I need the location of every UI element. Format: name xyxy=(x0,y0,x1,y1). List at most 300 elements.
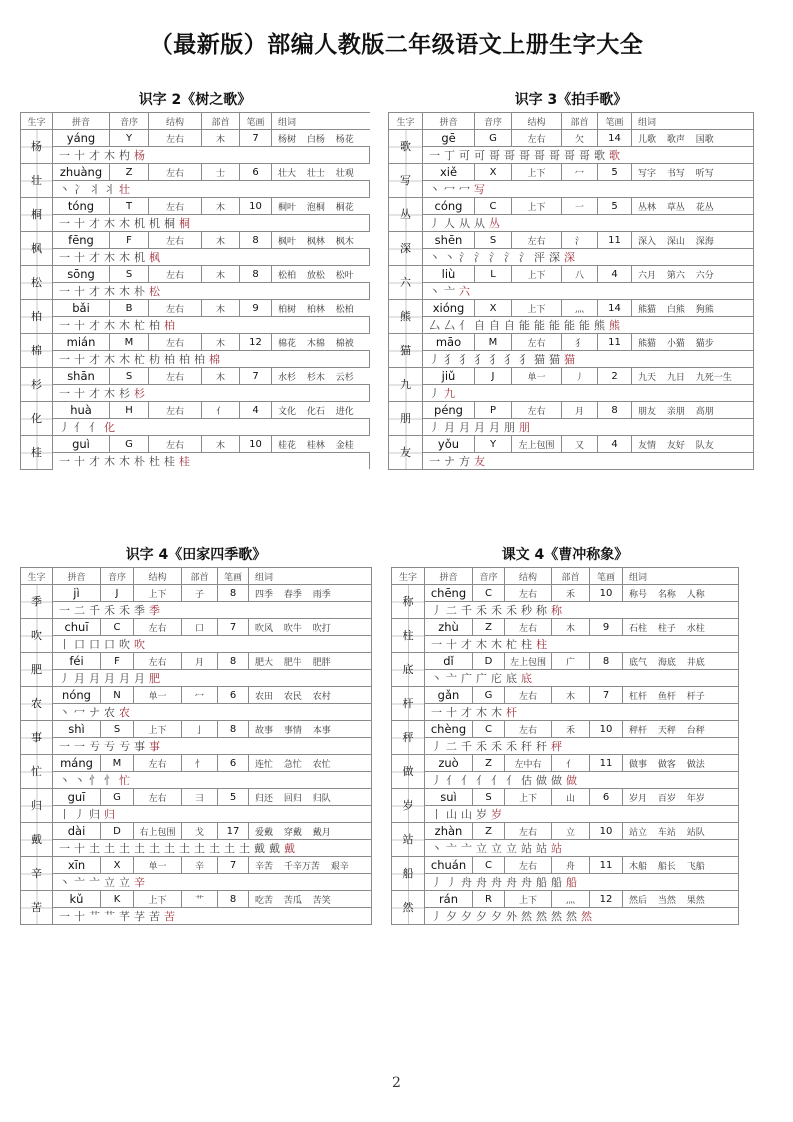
radical-cell: 丿 xyxy=(562,368,598,385)
character-cell: 站 xyxy=(392,823,425,857)
character-cell: 称 xyxy=(392,585,425,619)
words-cell: 柏树 柏林 松柏 xyxy=(272,300,370,317)
pinyin-cell: fēng xyxy=(53,232,110,249)
header-structure: 结构 xyxy=(134,568,182,585)
pinyin-cell: chuī xyxy=(53,619,101,636)
stroke-order-cell xyxy=(423,181,754,198)
stroke-order-row xyxy=(21,874,372,891)
table-row xyxy=(21,687,372,704)
table-body xyxy=(392,585,739,925)
header-structure: 结构 xyxy=(512,113,562,130)
page-title: （最新版）部编人教版二年级语文上册生字大全 xyxy=(149,32,644,58)
stroke-order-cell xyxy=(423,453,754,470)
radical-cell: 木 xyxy=(202,334,240,351)
radical-cell: 艹 xyxy=(182,891,218,908)
header-strokes: 笔画 xyxy=(218,568,249,585)
stroke-order-cell xyxy=(53,283,370,300)
words-cell: 石柱 柱子 水柱 xyxy=(623,619,739,636)
order-cell: Z xyxy=(473,755,505,772)
radical-cell: 木 xyxy=(202,300,240,317)
radical-cell: 木 xyxy=(202,198,240,215)
header-words: 组词 xyxy=(249,568,372,585)
stroke-sequence: 一十才木木朴松 xyxy=(59,285,164,298)
table-row xyxy=(392,755,739,772)
structure-cell: 左右 xyxy=(149,334,202,351)
structure-cell: 左中右 xyxy=(505,755,552,772)
structure-cell: 左右 xyxy=(134,789,182,806)
words-cell: 底气 海底 井底 xyxy=(623,653,739,670)
stroke-order-row xyxy=(389,385,754,402)
structure-cell: 左右 xyxy=(134,619,182,636)
strokes-cell: 7 xyxy=(590,687,623,704)
header-structure: 结构 xyxy=(505,568,552,585)
strokes-cell: 11 xyxy=(598,334,632,351)
structure-cell: 左右 xyxy=(149,266,202,283)
character-cell: 杆 xyxy=(392,687,425,721)
table-row xyxy=(21,755,372,772)
stroke-order-cell xyxy=(423,351,754,368)
stroke-order-cell xyxy=(53,908,372,925)
structure-cell: 上下 xyxy=(134,585,182,602)
character-cell: 然 xyxy=(392,891,425,925)
header-radical: 部首 xyxy=(552,568,590,585)
pinyin-cell: mián xyxy=(53,334,110,351)
header-pinyin: 拼音 xyxy=(425,568,473,585)
pinyin-cell: féi xyxy=(53,653,101,670)
strokes-cell: 12 xyxy=(240,334,272,351)
order-cell: N xyxy=(101,687,134,704)
order-cell: S xyxy=(110,266,149,283)
strokes-cell: 8 xyxy=(218,585,249,602)
order-cell: M xyxy=(101,755,134,772)
radical-cell: 月 xyxy=(182,653,218,670)
order-cell: F xyxy=(101,653,134,670)
strokes-cell: 6 xyxy=(240,164,272,181)
strokes-cell: 8 xyxy=(218,891,249,908)
character-cell: 肥 xyxy=(21,653,53,687)
pinyin-cell: máng xyxy=(53,755,101,772)
pinyin-cell: suì xyxy=(425,789,473,806)
table-row xyxy=(21,721,372,738)
stroke-sequence: 丶丶氵氵氵氵氵泙深深 xyxy=(429,251,579,264)
radical-cell: 口 xyxy=(182,619,218,636)
character-cell: 戴 xyxy=(21,823,53,857)
order-cell: C xyxy=(473,721,505,738)
order-cell: H xyxy=(110,402,149,419)
strokes-cell: 14 xyxy=(598,300,632,317)
stroke-order-cell xyxy=(53,147,370,164)
strokes-cell: 10 xyxy=(590,585,623,602)
radical-cell: 子 xyxy=(182,585,218,602)
stroke-order-row xyxy=(389,419,754,436)
stroke-sequence: 丶亠亠立立立站站站 xyxy=(431,842,566,855)
character-cell: 做 xyxy=(392,755,425,789)
table-row xyxy=(389,334,754,351)
stroke-order-row xyxy=(389,453,754,470)
strokes-cell: 7 xyxy=(240,368,272,385)
header-structure: 结构 xyxy=(149,113,202,130)
header-char: 生字 xyxy=(389,113,423,130)
pinyin-cell: sōng xyxy=(53,266,110,283)
structure-cell: 上下 xyxy=(512,266,562,283)
words-cell: 然后 当然 果然 xyxy=(623,891,739,908)
stroke-order-row xyxy=(392,806,739,823)
stroke-sequence: 一十才木木朴杜桂桂 xyxy=(59,455,194,468)
character-cell: 熊 xyxy=(389,300,423,334)
header-words: 组词 xyxy=(632,113,754,130)
table-row xyxy=(389,300,754,317)
strokes-cell: 4 xyxy=(598,266,632,283)
table-header xyxy=(21,113,370,130)
radical-cell: 木 xyxy=(202,368,240,385)
stroke-sequence: 一一亐亐亐事事 xyxy=(59,740,164,753)
character-table xyxy=(388,112,754,470)
structure-cell: 左右 xyxy=(149,130,202,147)
character-cell: 事 xyxy=(21,721,53,755)
strokes-cell: 6 xyxy=(218,687,249,704)
table-row xyxy=(392,789,739,806)
table-row xyxy=(21,368,370,385)
order-cell: J xyxy=(475,368,512,385)
strokes-cell: 9 xyxy=(590,619,623,636)
stroke-order-cell xyxy=(53,806,372,823)
character-cell: 柏 xyxy=(21,300,53,334)
table-row xyxy=(21,300,370,317)
stroke-order-row xyxy=(392,738,739,755)
character-cell: 辛 xyxy=(21,857,53,891)
pinyin-cell: jì xyxy=(53,585,101,602)
header-char: 生字 xyxy=(392,568,425,585)
stroke-sequence: 一十才木木杧柱柱 xyxy=(431,638,551,651)
strokes-cell: 8 xyxy=(218,653,249,670)
order-cell: G xyxy=(475,130,512,147)
strokes-cell: 8 xyxy=(218,721,249,738)
pinyin-cell: bǎi xyxy=(53,300,110,317)
stroke-order-row xyxy=(389,215,754,232)
character-cell: 船 xyxy=(392,857,425,891)
stroke-order-row xyxy=(389,283,754,300)
structure-cell: 上下 xyxy=(134,721,182,738)
pinyin-cell: gǎn xyxy=(425,687,473,704)
stroke-sequence: 丿亻亻化 xyxy=(59,421,119,434)
table-row xyxy=(21,823,372,840)
character-cell: 丛 xyxy=(389,198,423,232)
table-row xyxy=(389,130,754,147)
stroke-sequence: 丿亻亻亻亻亻估做做做 xyxy=(431,774,581,787)
strokes-cell: 7 xyxy=(218,857,249,874)
order-cell: P xyxy=(475,402,512,419)
structure-cell: 左上包围 xyxy=(505,653,552,670)
pinyin-cell: rán xyxy=(425,891,473,908)
stroke-sequence: 丶丶忄忄忙 xyxy=(59,774,134,787)
stroke-sequence: 丿九 xyxy=(429,387,459,400)
strokes-cell: 5 xyxy=(218,789,249,806)
table-row xyxy=(392,585,739,602)
words-cell: 文化 化石 进化 xyxy=(272,402,370,419)
character-cell: 苦 xyxy=(21,891,53,925)
table-row xyxy=(21,653,372,670)
stroke-order-cell xyxy=(423,215,754,232)
stroke-order-cell xyxy=(53,453,370,470)
words-cell: 吃苦 苦瓜 苦笑 xyxy=(249,891,372,908)
stroke-order-row xyxy=(389,147,754,164)
stroke-order-cell xyxy=(53,181,370,198)
character-cell: 猫 xyxy=(389,334,423,368)
pinyin-cell: huà xyxy=(53,402,110,419)
stroke-order-cell xyxy=(425,704,739,721)
order-cell: C xyxy=(101,619,134,636)
stroke-order-row xyxy=(21,602,372,619)
words-cell: 壮大 壮士 壮观 xyxy=(272,164,370,181)
stroke-sequence: 一十才木木机机桐桐 xyxy=(59,217,194,230)
pinyin-cell: zuò xyxy=(425,755,473,772)
order-cell: D xyxy=(101,823,134,840)
table-row xyxy=(21,789,372,806)
pinyin-cell: péng xyxy=(423,402,475,419)
stroke-order-row xyxy=(21,840,372,857)
section-title: 识字 3《拍手歌》 xyxy=(514,92,628,108)
radical-cell: 灬 xyxy=(552,891,590,908)
character-cell: 桂 xyxy=(21,436,53,470)
strokes-cell: 7 xyxy=(218,619,249,636)
pinyin-cell: shēn xyxy=(423,232,475,249)
character-cell: 桐 xyxy=(21,198,53,232)
table-body xyxy=(21,130,370,470)
table-row xyxy=(21,402,370,419)
stroke-order-cell xyxy=(423,283,754,300)
stroke-order-cell xyxy=(53,738,372,755)
stroke-order-row xyxy=(392,636,739,653)
stroke-order-cell xyxy=(53,704,372,721)
stroke-sequence: 丿月月月月月肥 xyxy=(59,672,164,685)
words-cell: 故事 事情 本事 xyxy=(249,721,372,738)
character-cell: 歌 xyxy=(389,130,423,164)
order-cell: S xyxy=(101,721,134,738)
table-row xyxy=(21,232,370,249)
words-cell: 九天 九日 九死一生 xyxy=(632,368,754,385)
words-cell: 木船 船长 飞船 xyxy=(623,857,739,874)
structure-cell: 左右 xyxy=(505,857,552,874)
stroke-order-cell xyxy=(425,738,739,755)
stroke-order-row xyxy=(392,908,739,925)
radical-cell: 禾 xyxy=(552,585,590,602)
table-row xyxy=(389,164,754,181)
pinyin-cell: xīn xyxy=(53,857,101,874)
character-cell: 松 xyxy=(21,266,53,300)
stroke-order-cell xyxy=(425,670,739,687)
character-cell: 六 xyxy=(389,266,423,300)
header-order: 音序 xyxy=(110,113,149,130)
pinyin-cell: jiǔ xyxy=(423,368,475,385)
order-cell: G xyxy=(473,687,505,704)
structure-cell: 左右 xyxy=(149,368,202,385)
character-table xyxy=(20,112,370,470)
table-row xyxy=(21,334,370,351)
character-cell: 枫 xyxy=(21,232,53,266)
words-cell: 水杉 杉木 云杉 xyxy=(272,368,370,385)
radical-cell: 木 xyxy=(552,619,590,636)
words-cell: 儿歌 歌声 国歌 xyxy=(632,130,754,147)
words-cell: 友情 友好 队友 xyxy=(632,436,754,453)
character-cell: 杉 xyxy=(21,368,53,402)
stroke-order-row xyxy=(21,317,370,334)
stroke-order-row xyxy=(21,283,370,300)
table-header xyxy=(21,568,372,585)
header-strokes: 笔画 xyxy=(240,113,272,130)
stroke-order-cell xyxy=(425,602,739,619)
order-cell: X xyxy=(475,300,512,317)
pinyin-cell: māo xyxy=(423,334,475,351)
table-row xyxy=(392,823,739,840)
header-words: 组词 xyxy=(272,113,370,130)
radical-cell: 冖 xyxy=(182,687,218,704)
structure-cell: 上下 xyxy=(505,789,552,806)
radical-cell: 犭 xyxy=(562,334,598,351)
stroke-order-row xyxy=(21,181,370,198)
character-cell: 底 xyxy=(392,653,425,687)
stroke-order-row xyxy=(21,351,370,368)
strokes-cell: 6 xyxy=(590,789,623,806)
character-cell: 化 xyxy=(21,402,53,436)
section-cao-chong-cheng-xiang xyxy=(391,543,739,925)
structure-cell: 左右 xyxy=(134,653,182,670)
section-shu-zhi-ge xyxy=(20,88,370,470)
radical-cell: 木 xyxy=(552,687,590,704)
strokes-cell: 7 xyxy=(240,130,272,147)
order-cell: C xyxy=(475,198,512,215)
stroke-sequence: 一二千禾禾季季 xyxy=(59,604,164,617)
table-row xyxy=(392,619,739,636)
radical-cell: 亅 xyxy=(182,721,218,738)
words-cell: 深入 深山 深海 xyxy=(632,232,754,249)
stroke-order-cell xyxy=(425,840,739,857)
words-cell: 爱戴 穿戴 戴月 xyxy=(249,823,372,840)
character-cell: 朋 xyxy=(389,402,423,436)
header-order: 音序 xyxy=(473,568,505,585)
structure-cell: 上下 xyxy=(512,300,562,317)
stroke-order-cell xyxy=(53,874,372,891)
structure-cell: 左右 xyxy=(149,198,202,215)
words-cell: 朋友 亲朋 高朋 xyxy=(632,402,754,419)
character-cell: 写 xyxy=(389,164,423,198)
order-cell: Z xyxy=(110,164,149,181)
table-row xyxy=(389,368,754,385)
radical-cell: 灬 xyxy=(562,300,598,317)
stroke-order-row xyxy=(21,738,372,755)
structure-cell: 单一 xyxy=(134,687,182,704)
pinyin-cell: guī xyxy=(53,789,101,806)
pinyin-cell: xiě xyxy=(423,164,475,181)
strokes-cell: 14 xyxy=(598,130,632,147)
stroke-order-row xyxy=(389,317,754,334)
table-row xyxy=(21,436,370,453)
pinyin-cell: zhuàng xyxy=(53,164,110,181)
table-row xyxy=(389,402,754,419)
table-row xyxy=(21,619,372,636)
radical-cell: 冖 xyxy=(562,164,598,181)
stroke-order-row xyxy=(389,249,754,266)
stroke-order-cell xyxy=(423,419,754,436)
stroke-order-cell xyxy=(53,636,372,653)
order-cell: G xyxy=(110,436,149,453)
table-row xyxy=(392,687,739,704)
section-title: 识字 2《树之歌》 xyxy=(138,92,252,108)
character-cell: 深 xyxy=(389,232,423,266)
words-cell: 连忙 急忙 农忙 xyxy=(249,755,372,772)
header-words: 组词 xyxy=(623,568,739,585)
words-cell: 站立 车站 站队 xyxy=(623,823,739,840)
character-cell: 壮 xyxy=(21,164,53,198)
header-char: 生字 xyxy=(21,568,53,585)
radical-cell: 禾 xyxy=(552,721,590,738)
strokes-cell: 10 xyxy=(240,436,272,453)
strokes-cell: 12 xyxy=(590,891,623,908)
stroke-sequence: 丿二千禾禾禾秆秆秤 xyxy=(431,740,566,753)
structure-cell: 左右 xyxy=(149,402,202,419)
order-cell: Z xyxy=(473,823,505,840)
radical-cell: 氵 xyxy=(562,232,598,249)
pinyin-cell: chuán xyxy=(425,857,473,874)
strokes-cell: 9 xyxy=(240,300,272,317)
radical-cell: 木 xyxy=(202,232,240,249)
order-cell: L xyxy=(475,266,512,283)
table-row xyxy=(392,891,739,908)
table-body xyxy=(21,585,372,925)
character-cell: 吹 xyxy=(21,619,53,653)
strokes-cell: 8 xyxy=(590,653,623,670)
pinyin-cell: zhù xyxy=(425,619,473,636)
stroke-sequence: 丶亠广广庀底底 xyxy=(431,672,536,685)
strokes-cell: 11 xyxy=(598,232,632,249)
order-cell: M xyxy=(110,334,149,351)
words-cell: 熊猫 白熊 狗熊 xyxy=(632,300,754,317)
stroke-order-row xyxy=(21,806,372,823)
pinyin-cell: zhàn xyxy=(425,823,473,840)
words-cell: 枫叶 枫林 枫木 xyxy=(272,232,370,249)
pinyin-cell: yáng xyxy=(53,130,110,147)
order-cell: B xyxy=(110,300,149,317)
header-strokes: 笔画 xyxy=(598,113,632,130)
table-row xyxy=(389,436,754,453)
radical-cell: 月 xyxy=(562,402,598,419)
strokes-cell: 10 xyxy=(590,721,623,738)
radical-cell: 舟 xyxy=(552,857,590,874)
stroke-order-row xyxy=(389,351,754,368)
strokes-cell: 11 xyxy=(590,755,623,772)
table-row xyxy=(392,721,739,738)
stroke-order-cell xyxy=(53,772,372,789)
stroke-order-cell xyxy=(53,419,370,436)
radical-cell: 八 xyxy=(562,266,598,283)
order-cell: Y xyxy=(110,130,149,147)
words-cell: 肥大 肥牛 肥胖 xyxy=(249,653,372,670)
words-cell: 写字 书写 听写 xyxy=(632,164,754,181)
stroke-order-cell xyxy=(423,317,754,334)
words-cell: 桐叶 泡桐 桐花 xyxy=(272,198,370,215)
structure-cell: 左上包围 xyxy=(512,436,562,453)
stroke-order-row xyxy=(21,453,370,470)
stroke-order-row xyxy=(21,636,372,653)
strokes-cell: 8 xyxy=(598,402,632,419)
structure-cell: 左右 xyxy=(149,232,202,249)
pinyin-cell: gē xyxy=(423,130,475,147)
strokes-cell: 17 xyxy=(218,823,249,840)
order-cell: S xyxy=(473,789,505,806)
structure-cell: 上下 xyxy=(512,198,562,215)
structure-cell: 左右 xyxy=(134,755,182,772)
stroke-sequence: 一十才木木杆 xyxy=(431,706,521,719)
strokes-cell: 11 xyxy=(590,857,623,874)
